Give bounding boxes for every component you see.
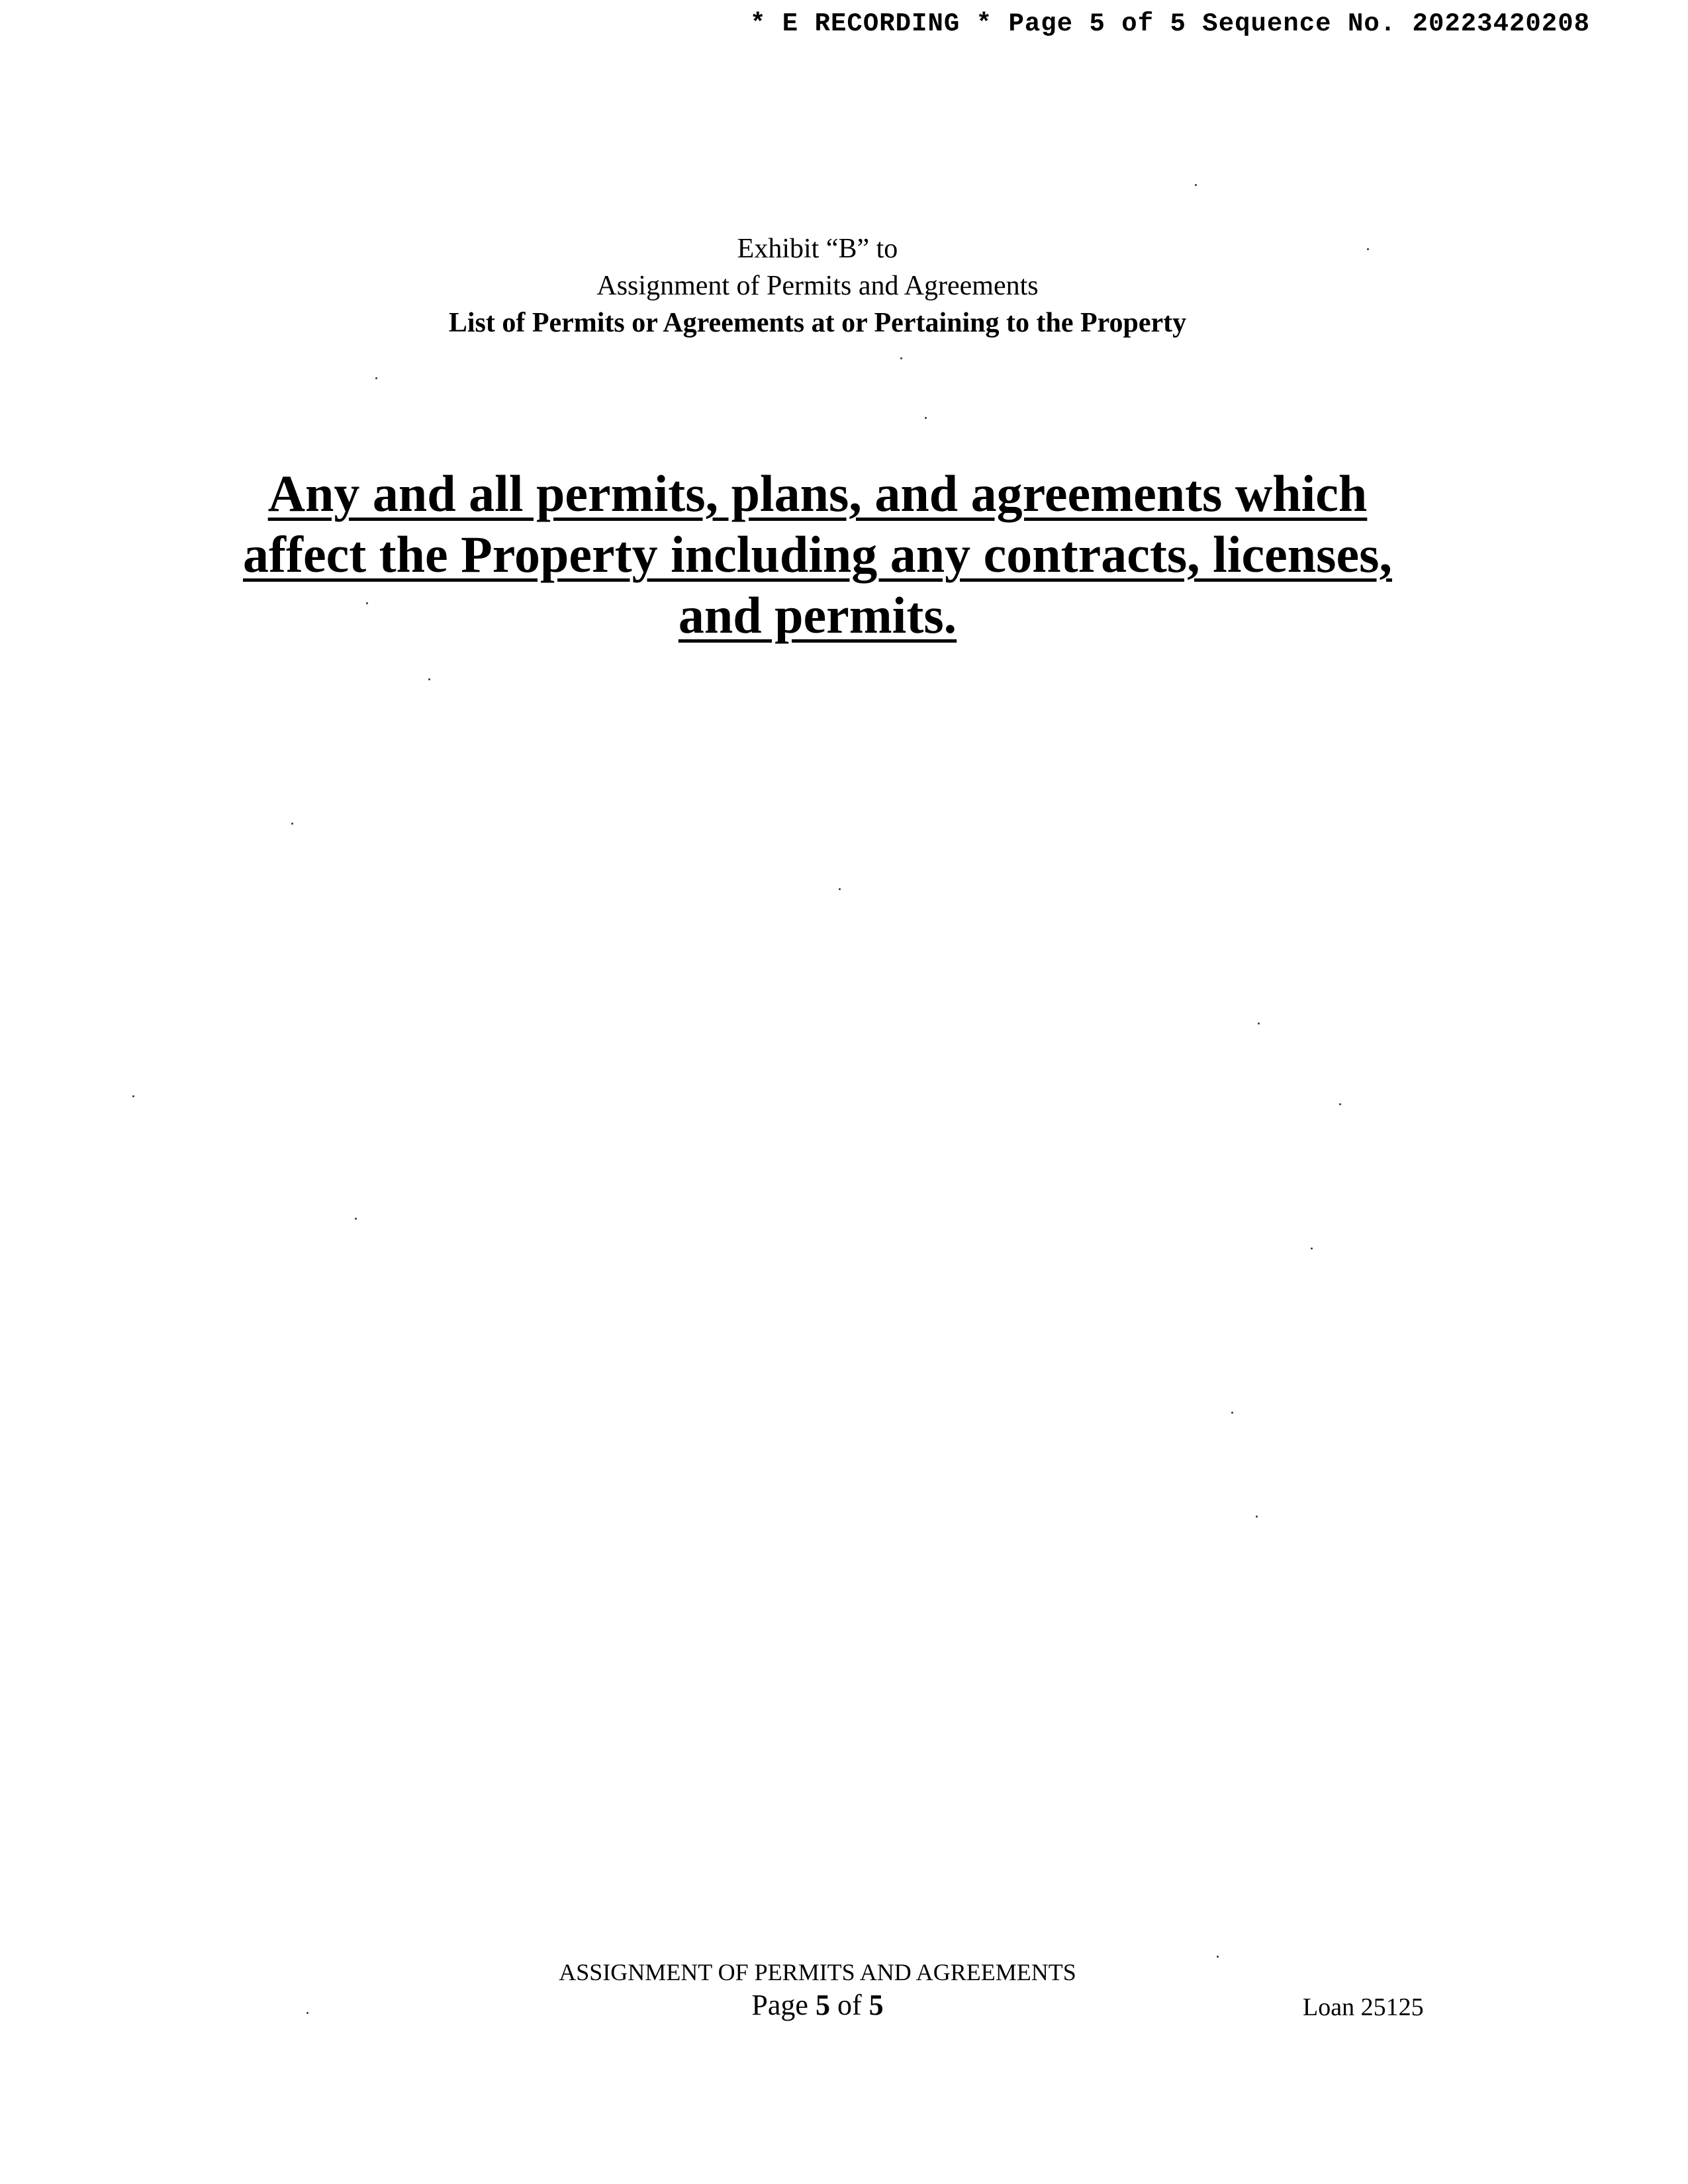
scan-speck: [1217, 1956, 1219, 1958]
recording-stamp: * E RECORDING * Page 5 of 5 Sequence No. 20223420208: [750, 9, 1590, 38]
statement-line-1: Any and all permits, plans, and agreements which: [267, 465, 1368, 522]
scan-speck: [291, 823, 293, 825]
scan-speck: [1311, 1248, 1313, 1250]
page-prefix: Page: [751, 1989, 808, 2021]
page-current: 5: [815, 1989, 830, 2021]
scan-speck: [1367, 248, 1369, 250]
scan-speck: [1256, 1516, 1258, 1518]
scan-speck: [1231, 1412, 1233, 1414]
scan-speck: [900, 357, 902, 359]
footer-document-title: ASSIGNMENT OF PERMITS AND AGREEMENTS: [559, 1959, 1076, 1985]
exhibit-title: Exhibit “B” to: [737, 234, 898, 264]
page-total: 5: [868, 1989, 884, 2021]
permits-statement: [0, 463, 1635, 646]
scan-speck: [366, 602, 368, 604]
scan-speck: [1258, 1023, 1260, 1024]
scan-speck: [355, 1218, 357, 1220]
scan-speck: [1195, 184, 1197, 186]
scan-speck: [428, 678, 430, 680]
scan-speck: [375, 377, 377, 379]
scan-speck: [1339, 1103, 1341, 1105]
exhibit-list-heading: List of Permits or Agreements at or Pertaining to the Property: [448, 308, 1187, 338]
scan-speck: [306, 2012, 308, 2014]
exhibit-header: [0, 230, 1635, 341]
scan-speck: [925, 417, 927, 419]
scan-speck: [839, 888, 841, 890]
exhibit-subtitle: Assignment of Permits and Agreements: [596, 271, 1039, 301]
loan-number: Loan 25125: [1303, 1993, 1424, 2021]
page-of: of: [837, 1989, 862, 2021]
statement-line-2: affect the Property including any contracts, licenses,: [243, 525, 1392, 583]
scan-speck: [132, 1095, 134, 1097]
statement-line-3: and permits.: [678, 586, 957, 644]
